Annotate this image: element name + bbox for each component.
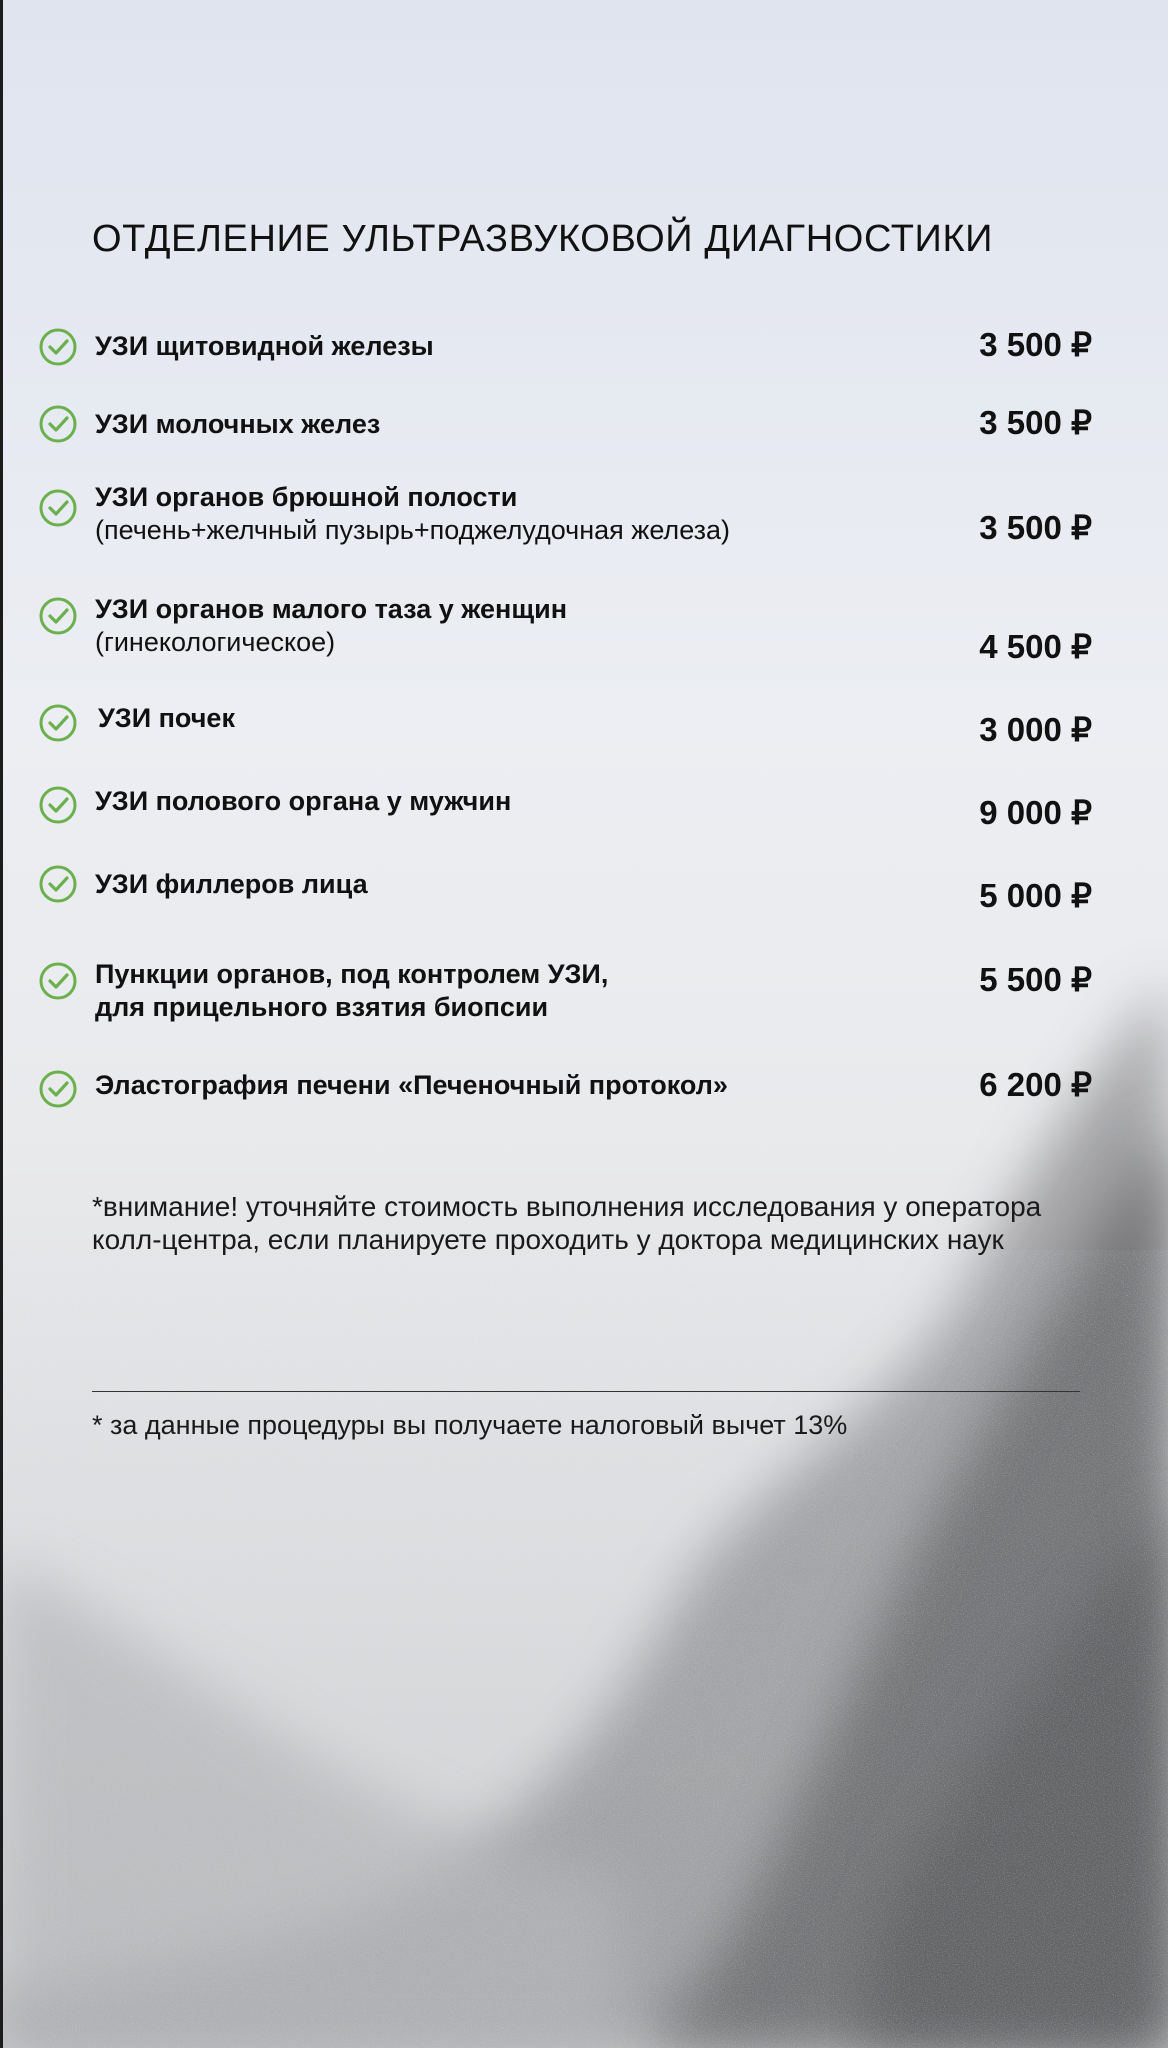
service-price: 4 500 ₽ — [979, 628, 1092, 665]
service-title: Пункции органов, под контролем УЗИ, — [95, 959, 609, 989]
check-circle-icon — [38, 488, 78, 528]
service-price: 3 500 ₽ — [979, 326, 1092, 363]
check-circle-icon — [38, 785, 78, 825]
check-circle-icon — [38, 864, 78, 904]
service-price: 3 000 ₽ — [979, 711, 1092, 748]
service-name — [95, 593, 567, 659]
service-price: 3 500 ₽ — [979, 509, 1092, 546]
service-price: 6 200 ₽ — [979, 1066, 1092, 1103]
service-name — [95, 785, 511, 818]
service-title: УЗИ органов малого таза у женщин — [95, 594, 568, 624]
service-name — [95, 330, 434, 363]
service-name — [95, 868, 368, 901]
service-title: УЗИ филлеров лица — [95, 869, 368, 899]
tax-footnote: * за данные процедуры вы получаете налоговый вычет 13% — [92, 1410, 848, 1440]
service-subtitle: (гинекологическое) — [95, 627, 336, 657]
service-title: УЗИ почек — [98, 703, 235, 733]
service-price: 3 500 ₽ — [979, 404, 1092, 441]
service-title: УЗИ щитовидной железы — [95, 331, 434, 361]
page-title: ОТДЕЛЕНИЕ УЛЬТРАЗВУКОВОЙ ДИАГНОСТИКИ — [92, 218, 994, 260]
service-subtitle: для прицельного взятия биопсии — [95, 992, 549, 1022]
service-name — [95, 958, 608, 1024]
left-edge-line — [0, 0, 3, 2048]
check-circle-icon — [38, 1069, 78, 1109]
service-title: Эластография печени «Печеночный протокол» — [95, 1070, 728, 1100]
service-name — [95, 481, 730, 547]
service-subtitle: (печень+желчный пузырь+поджелудочная железа) — [95, 515, 731, 545]
service-price: 5 000 ₽ — [979, 877, 1092, 914]
service-name — [95, 1069, 728, 1102]
service-name — [98, 702, 235, 735]
service-price: 9 000 ₽ — [979, 794, 1092, 831]
service-title: УЗИ органов брюшной полости — [95, 482, 518, 512]
service-title: УЗИ молочных желез — [95, 409, 381, 439]
check-circle-icon — [38, 961, 78, 1001]
service-name — [95, 408, 380, 441]
divider — [92, 1391, 1080, 1392]
notice-text: *внимание! уточняйте стоимость выполнения исследования у оператора колл-центра, если планируете проходить у доктора медицинских наук — [92, 1191, 1042, 1255]
check-circle-icon — [38, 327, 78, 367]
check-circle-icon — [38, 404, 78, 444]
service-title: УЗИ полового органа у мужчин — [95, 786, 512, 816]
check-circle-icon — [38, 703, 78, 743]
service-price: 5 500 ₽ — [979, 961, 1092, 998]
check-circle-icon — [38, 596, 78, 636]
